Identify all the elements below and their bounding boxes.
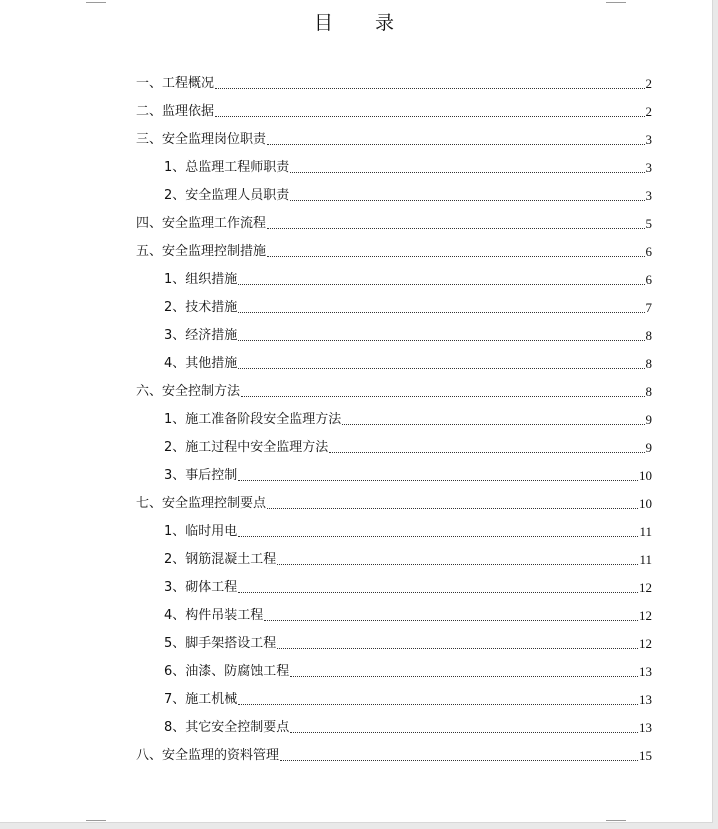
toc-leader-dots [215,116,644,117]
toc-entry[interactable] [136,708,652,736]
toc-entry[interactable] [136,120,652,148]
toc-entry-label: 三、安全监理岗位职责 [136,132,267,147]
toc-entry[interactable] [136,288,652,316]
toc-entry-label: 6、油漆、防腐蚀工程 [164,664,290,679]
toc-entry[interactable] [136,484,652,512]
toc-entry-page-number: 2 [645,104,652,119]
toc-entry[interactable] [136,64,652,92]
toc-entry-label: 一、工程概况 [136,76,215,91]
toc-entry-page-number: 6 [645,272,652,287]
toc-entry-label: 8、其它安全控制要点 [164,720,290,735]
toc-entry-page-number: 13 [639,720,652,735]
page-title: 目 录 [313,12,413,34]
toc-entry[interactable] [136,512,652,540]
toc-entry-label: 5、脚手架搭设工程 [164,636,277,651]
toc-leader-dots [267,508,638,509]
toc-entry-label: 3、事后控制 [164,468,238,483]
toc-entry-label: 1、总监理工程师职责 [164,160,290,175]
toc-leader-dots [238,340,644,341]
toc-entry-label: 2、技术措施 [164,300,238,315]
toc-entry-page-number: 13 [639,664,652,679]
toc-leader-dots [267,228,644,229]
toc-leader-dots [277,564,638,565]
toc-leader-dots [277,648,638,649]
toc-leader-dots [238,480,638,481]
toc-leader-dots [290,200,644,201]
toc-leader-dots [238,592,638,593]
toc-entry-page-number: 7 [645,300,652,315]
toc-leader-dots [215,88,644,89]
toc-entry-page-number: 8 [645,356,652,371]
toc-entry[interactable] [136,260,652,288]
toc-entry-label: 1、临时用电 [164,524,238,539]
toc-entry[interactable] [136,624,652,652]
toc-entry-page-number: 12 [639,608,652,623]
toc-leader-dots [238,312,644,313]
margin-mark-bottom-left [86,820,106,821]
toc-entry-label: 1、组织措施 [164,272,238,287]
margin-mark-top-left [86,2,106,3]
toc-entry-label: 2、钢筋混凝土工程 [164,552,277,567]
toc-entry-label: 4、其他措施 [164,356,238,371]
toc-entry-label: 7、施工机械 [164,692,238,707]
toc-leader-dots [241,396,644,397]
toc-entry-page-number: 12 [639,636,652,651]
toc-entry[interactable] [136,652,652,680]
toc-leader-dots [238,536,638,537]
toc-entry-label: 1、施工准备阶段安全监理方法 [164,412,342,427]
toc-entry-label: 五、安全监理控制措施 [136,244,267,259]
toc-entry[interactable] [136,736,652,764]
toc-entry-page-number: 11 [639,524,652,539]
toc-entry-page-number: 8 [645,384,652,399]
toc-entry-page-number: 15 [639,748,652,763]
toc-leader-dots [238,368,644,369]
toc-entry-page-number: 9 [645,412,652,427]
toc-entry[interactable] [136,596,652,624]
toc-entry-label: 八、安全监理的资料管理 [136,748,280,763]
window-edge-right [713,0,718,829]
toc-entry[interactable] [136,428,652,456]
toc-entry[interactable] [136,372,652,400]
toc-entry-label: 四、安全监理工作流程 [136,216,267,231]
toc-leader-dots [290,732,638,733]
toc-entry[interactable] [136,232,652,260]
toc-entry-label: 2、安全监理人员职责 [164,188,290,203]
toc-entry[interactable] [136,540,652,568]
toc-entry[interactable] [136,344,652,372]
toc-entry-label: 七、安全监理控制要点 [136,496,267,511]
toc-entry-page-number: 5 [645,216,652,231]
toc-entry[interactable] [136,568,652,596]
toc-entry-page-number: 10 [639,496,652,511]
toc-entry-label: 3、砌体工程 [164,580,238,595]
toc-leader-dots [267,144,644,145]
toc-leader-dots [290,676,638,677]
toc-entry[interactable] [136,92,652,120]
toc-entry-page-number: 6 [645,244,652,259]
toc-entry-page-number: 10 [639,468,652,483]
toc-entry[interactable] [136,456,652,484]
toc-leader-dots [238,284,644,285]
toc-leader-dots [267,256,644,257]
toc-leader-dots [264,620,638,621]
toc-entry[interactable] [136,316,652,344]
toc-entry-label: 2、施工过程中安全监理方法 [164,440,329,455]
toc-entry-page-number: 8 [645,328,652,343]
toc-entry-label: 二、监理依据 [136,104,215,119]
toc-entry-page-number: 3 [645,132,652,147]
toc-entry-label: 3、经济措施 [164,328,238,343]
toc-leader-dots [342,424,644,425]
toc-entry-page-number: 11 [639,552,652,567]
toc-entry-label: 六、安全控制方法 [136,384,241,399]
window-edge-bottom [0,823,718,829]
toc-leader-dots [280,760,638,761]
margin-mark-bottom-right [606,820,626,821]
toc-entry[interactable] [136,400,652,428]
toc-entry[interactable] [136,148,652,176]
margin-mark-top-right [606,2,626,3]
toc-entry[interactable] [136,680,652,708]
toc-leader-dots [329,452,644,453]
toc-leader-dots [238,704,638,705]
toc-entry-page-number: 3 [645,188,652,203]
toc-entry-page-number: 3 [645,160,652,175]
toc-entry-page-number: 9 [645,440,652,455]
toc-leader-dots [290,172,644,173]
table-of-contents [136,64,652,764]
toc-entry-page-number: 12 [639,580,652,595]
toc-entry[interactable] [136,176,652,204]
toc-entry-page-number: 2 [645,76,652,91]
toc-entry-label: 4、构件吊装工程 [164,608,264,623]
toc-entry-page-number: 13 [639,692,652,707]
toc-entry[interactable] [136,204,652,232]
